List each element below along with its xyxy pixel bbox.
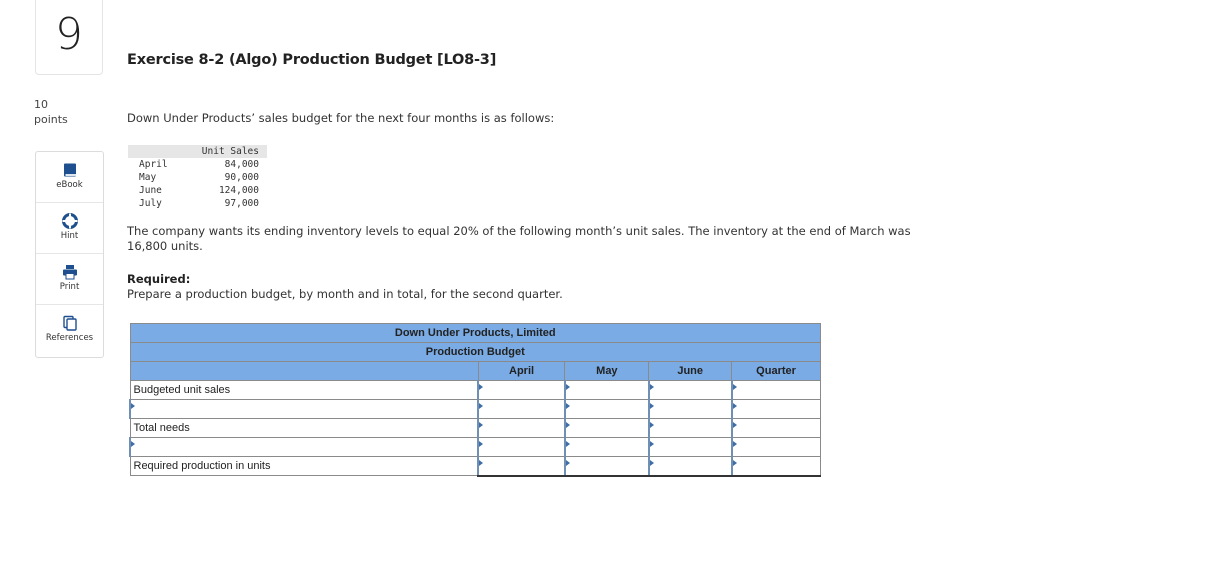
sales-units: 124,000 — [218, 185, 259, 196]
sales-header-row — [128, 145, 267, 158]
sales-budget-table — [128, 145, 267, 210]
sales-row — [128, 184, 267, 197]
row4-may-input[interactable] — [566, 438, 648, 456]
points-value: 10 — [34, 98, 48, 111]
cell-june — [649, 438, 732, 457]
row-label-cell — [130, 438, 478, 457]
inventory-paragraph: The company wants its ending inventory levels to equal 20% of the following month’s unit sales. The inventory at the end of March was 16,800 units. — [127, 224, 911, 253]
sales-row — [128, 158, 267, 171]
cell-june — [649, 457, 732, 476]
total-needs-may-input[interactable] — [566, 419, 648, 437]
budget-column-header-row — [130, 362, 821, 381]
required-production-april-input[interactable] — [479, 457, 564, 475]
cell-april — [478, 438, 565, 457]
budgeted-sales-quarter-input[interactable] — [733, 381, 820, 399]
required-text: Prepare a production budget, by month and in total, for the second quarter. — [127, 287, 563, 301]
sales-month: April — [139, 159, 168, 170]
ebook-button[interactable] — [36, 152, 103, 203]
row-label: Budgeted unit sales — [130, 381, 478, 400]
sales-header: Unit Sales — [172, 145, 267, 158]
cell-quarter — [732, 438, 821, 457]
row2-label-input[interactable] — [131, 400, 477, 418]
lifebuoy-icon — [62, 213, 78, 229]
cell-june — [649, 381, 732, 400]
points-label: points — [34, 113, 68, 126]
total-needs-april-input[interactable] — [479, 419, 564, 437]
total-needs-june-input[interactable] — [650, 419, 731, 437]
row-label-cell — [130, 400, 478, 419]
row2-april-input[interactable] — [479, 400, 564, 418]
ebook-label: eBook — [56, 180, 83, 190]
budget-row-required-production — [130, 457, 821, 476]
budget-row-budgeted-unit-sales — [130, 381, 821, 400]
cell-may — [565, 400, 649, 419]
row4-april-input[interactable] — [479, 438, 564, 456]
cell-may — [565, 419, 649, 438]
references-button[interactable] — [36, 305, 103, 357]
budget-row-input-2 — [130, 400, 821, 419]
budget-company-row — [130, 324, 821, 343]
row2-may-input[interactable] — [566, 400, 648, 418]
printer-icon — [62, 264, 78, 280]
cell-june — [649, 400, 732, 419]
sales-units: 84,000 — [224, 159, 259, 170]
budgeted-sales-april-input[interactable] — [479, 381, 564, 399]
row4-quarter-input[interactable] — [733, 438, 820, 456]
required-production-quarter-input[interactable] — [733, 457, 820, 475]
budgeted-sales-may-input[interactable] — [566, 381, 648, 399]
row2-june-input[interactable] — [650, 400, 731, 418]
column-header-june: June — [649, 362, 732, 381]
exercise-title: Exercise 8-2 (Algo) Production Budget [LO8-3] — [127, 52, 497, 68]
column-header-april: April — [478, 362, 565, 381]
cell-quarter — [732, 400, 821, 419]
book-icon — [62, 162, 78, 178]
tools-panel — [35, 151, 104, 358]
required-production-may-input[interactable] — [566, 457, 648, 475]
cell-may — [565, 457, 649, 476]
references-label: References — [45, 333, 94, 343]
budget-subtitle-row — [130, 343, 821, 362]
budget-subtitle: Production Budget — [130, 343, 821, 362]
cell-may — [565, 438, 649, 457]
row-label: Required production in units — [130, 457, 478, 476]
hint-label: Hint — [60, 231, 79, 241]
budget-company-name: Down Under Products, Limited — [130, 324, 821, 343]
cell-may — [565, 381, 649, 400]
sales-units: 90,000 — [224, 172, 259, 183]
question-number-box — [35, 0, 103, 75]
sales-row — [128, 171, 267, 184]
column-header-quarter: Quarter — [732, 362, 821, 381]
row2-quarter-input[interactable] — [733, 400, 820, 418]
points-info — [34, 97, 68, 127]
budget-corner-cell — [130, 362, 478, 381]
sales-units: 97,000 — [224, 198, 259, 209]
cell-june — [649, 419, 732, 438]
row4-label-input[interactable] — [131, 438, 477, 456]
cell-quarter — [732, 381, 821, 400]
cell-april — [478, 381, 565, 400]
budget-row-input-4 — [130, 438, 821, 457]
sales-month: June — [139, 185, 162, 196]
column-header-may: May — [565, 362, 649, 381]
required-label: Required: — [127, 272, 191, 286]
cell-april — [478, 419, 565, 438]
sales-row — [128, 197, 267, 210]
question-number: 9 — [55, 8, 83, 60]
budget-row-total-needs — [130, 419, 821, 438]
print-button[interactable] — [36, 254, 103, 305]
production-budget-table — [129, 323, 821, 477]
sales-month: May — [139, 172, 157, 183]
row-label: Total needs — [130, 419, 478, 438]
required-production-june-input[interactable] — [650, 457, 731, 475]
row4-june-input[interactable] — [650, 438, 731, 456]
print-label: Print — [59, 282, 80, 292]
cell-quarter — [732, 457, 821, 476]
intro-text: Down Under Products’ sales budget for the next four months is as follows: — [127, 111, 555, 125]
sales-month: July — [139, 198, 162, 209]
references-icon — [62, 315, 78, 331]
cell-april — [478, 400, 565, 419]
hint-button[interactable] — [36, 203, 103, 254]
cell-quarter — [732, 419, 821, 438]
cell-april — [478, 457, 565, 476]
total-needs-quarter-input[interactable] — [733, 419, 820, 437]
budgeted-sales-june-input[interactable] — [650, 381, 731, 399]
